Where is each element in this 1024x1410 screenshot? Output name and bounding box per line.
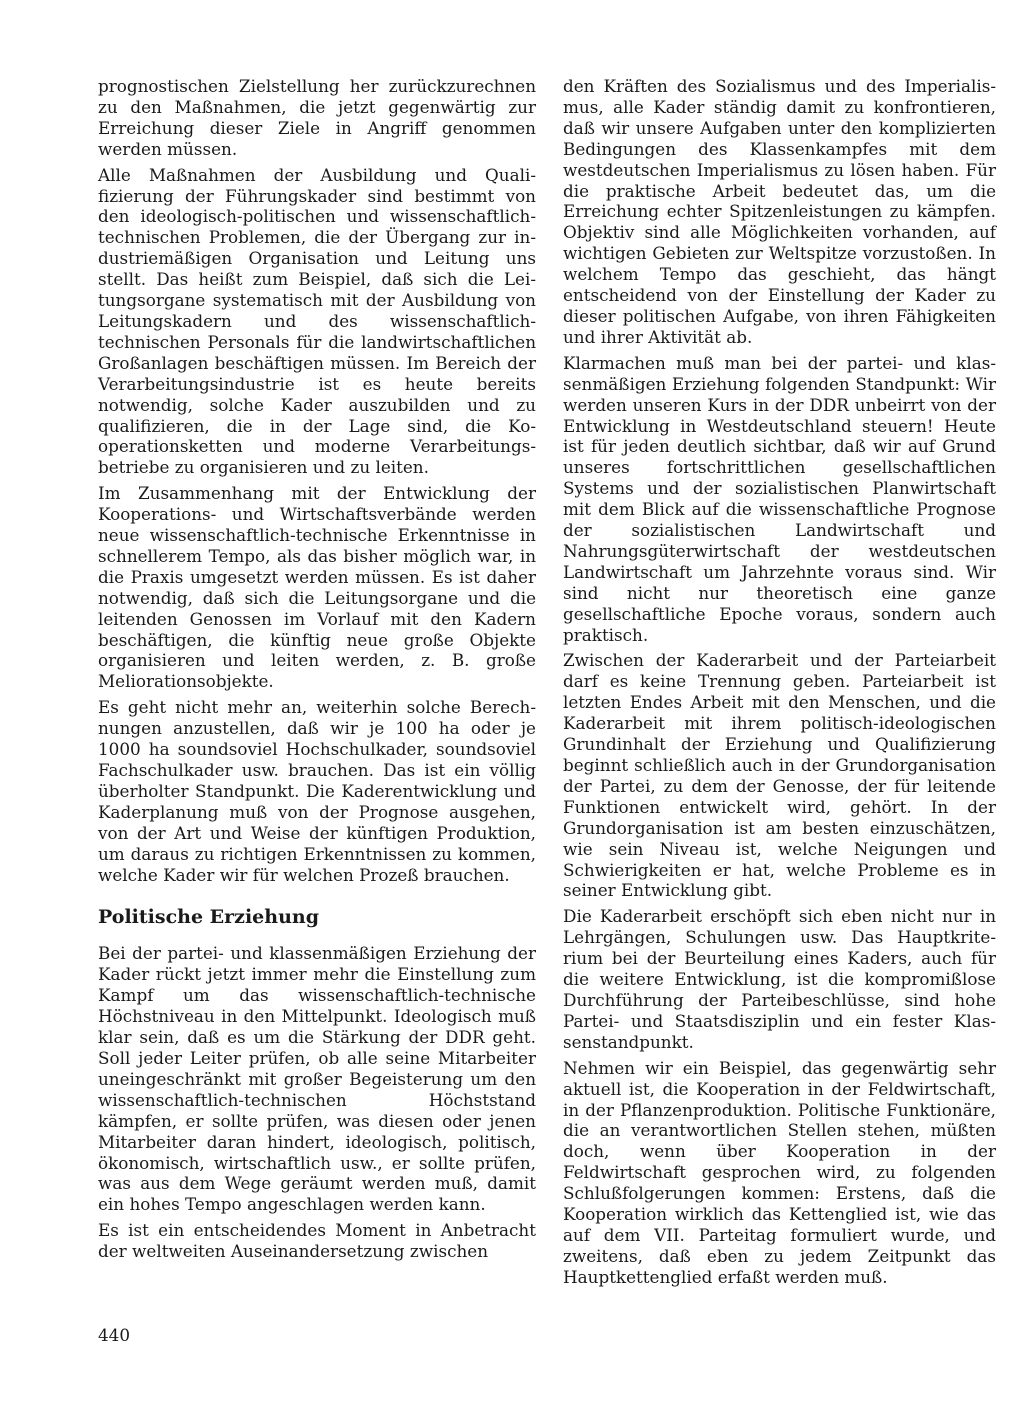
paragraph: den Kräften des Sozialismus und des Imperialismus, alle Kader ständig damit zu konfrontieren, daß wir unsere Aufgaben unter den komplizierten Bedingungen des Klassenkampfes mit dem westdeutschen Imperialismus zu lösen haben. Für die praktische Arbeit bedeutet das, um die Erreichung echter Spitzenleistungen zu kämpfen. Objektiv sind alle Möglichkeiten vorhanden, auf wichtigen Gebieten zur Weltspitze vorzustoßen. In welchem Tempo das geschieht, das hängt entscheidend von der Einstellung der Kader zu dieser politischen Aufgabe, von ihren Fähigkeiten und ihrer Aktivität ab. (563, 76, 996, 347)
paragraph: prognostischen Zielstellung her zurückzurechnen zu den Maßnahmen, die jetzt gegenwärtig zur Erreichung dieser Ziele in Angriff genommen werden müssen. (98, 76, 536, 159)
paragraph: Die Kaderarbeit erschöpft sich eben nicht nur in Lehrgängen, Schulungen usw. Das Hauptkriterium bei der Beurteilung eines Kaders, auch für die weitere Entwicklung, ist die kompromißlose Durchführung der Parteibeschlüsse, sind hohe Partei- und Staatsdisziplin und ein fester Klassenstandpunkt. (563, 906, 996, 1052)
paragraph: Es geht nicht mehr an, weiterhin solche Berechnungen anzustellen, daß wir je 100 ha oder je 1000 ha soundsoviel Hochschulkader, soundsoviel Fachschulkader usw. brauchen. Das ist ein völlig überholter Standpunkt. Die Kaderentwicklung und Kaderplanung muß von der Prognose ausgehen, von der Art und Weise der künftigen Produktion, um daraus zu richtigen Erkenntnissen zu kommen, welche Kader wir für welchen Prozeß brauchen. (98, 697, 536, 885)
left-column (98, 76, 536, 1267)
paragraph: Zwischen der Kaderarbeit und der Parteiarbeit darf es keine Trennung geben. Parteiarbeit ist letzten Endes Arbeit mit den Menschen, und die Kaderarbeit mit ihrem politisch-ideologischen Grundinhalt der Erziehung und Qualifizierung beginnt schließlich auch in der Grundorganisation der Partei, zu dem der Genosse, der für leitende Funktionen entwickelt wird, gehört. In der Grundorganisation ist am besten einzuschätzen, wie sein Niveau ist, welche Neigungen und Schwierigkeiten er hat, welche Probleme es in seiner Entwicklung gibt. (563, 650, 996, 901)
paragraph: Es ist ein entscheidendes Moment in Anbetracht der weltweiten Auseinandersetzung zwischen (98, 1220, 536, 1262)
paragraph: Nehmen wir ein Beispiel, das gegenwärtig sehr aktuell ist, die Kooperation in der Feldwirtschaft, in der Pflanzenproduktion. Politische Funktionäre, die an verantwortlichen Stellen stehen, müßten doch, wenn über Kooperation in der Feldwirtschaft gesprochen wird, zu folgenden Schlußfolgerungen kommen: Erstens, daß die Kooperation wirklich das Kettenglied ist, wie das auf dem VII. Parteitag formuliert wurde, und zweitens, daß eben zu jedem Zeitpunkt das Hauptkettenglied erfaßt werden muß. (563, 1057, 996, 1287)
paragraph: Im Zusammenhang mit der Entwicklung der Kooperations- und Wirtschaftsverbände werden neue wissenschaftlich-technische Erkenntnisse in schnellerem Tempo, als das bisher möglich war, in die Praxis umgesetzt werden müssen. Es ist daher notwendig, daß sich die Leitungsorgane und die leitenden Genossen im Vorlauf mit den Kadern beschäftigen, die künftig neue große Objekte organisieren und leiten werden, z. B. große Meliorationsobjekte. (98, 483, 536, 692)
paragraph: Bei der partei- und klassenmäßigen Erziehung der Kader rückt jetzt immer mehr die Einstellung zum Kampf um das wissenschaftlich-technische Höchstniveau in den Mittelpunkt. Ideologisch muß klar sein, daß es um die Stärkung der DDR geht. Soll jeder Leiter prüfen, ob alle seine Mitarbeiter uneingeschränkt mit großer Begeisterung um den wissenschaftlich-technischen Höchststand kämpfen, er sollte prüfen, was diesen oder jenen Mitarbeiter daran hindert, ideologisch, politisch, ökonomisch, wirtschaftlich usw., er sollte prüfen, was aus dem Wege geräumt werden muß, damit ein hohes Tempo angeschlagen werden kann. (98, 943, 536, 1215)
section-heading: Politische Erziehung (98, 906, 319, 929)
paragraph: Klarmachen muß man bei der partei- und klassenmäßigen Erziehung folgenden Standpunkt: Wir werden unseren Kurs in der DDR unbeirrt von der Entwicklung in Westdeutschland steuern! Heute ist für jeden deutlich sichtbar, daß wir auf Grund unseres fortschrittlichen gesellschaftlichen Systems und der sozialistischen Planwirtschaft mit dem Blick auf die wissenschaftliche Prognose der sozialistischen Landwirtschaft und Nahrungsgüterwirtschaft der westdeutschen Landwirtschaft um Jahrzehnte voraus sind. Wir sind nicht nur theoretisch eine ganze gesellschaftliche Epoche voraus, sondern auch praktisch. (563, 352, 996, 645)
right-column (563, 76, 996, 1293)
paragraph: Alle Maßnahmen der Ausbildung und Qualifizierung der Führungskader sind bestimmt von den ideologisch-politischen und wissenschaftlich-technischen Problemen, die der Übergang zur industriemäßigen Organisation und Leitung uns stellt. Das heißt zum Beispiel, daß sich die Leitungsorgane systematisch mit der Ausbildung von Leitungskadern und des wissenschaftlich-technischen Personals für die landwirtschaftlichen Großanlagen beschäftigen müssen. Im Bereich der Verarbeitungsindustrie ist es heute bereits notwendig, solche Kader auszubilden und zu qualifizieren, die in der Lage sind, die Kooperationsketten und moderne Verarbeitungsbetriebe zu organisieren und zu leiten. (98, 164, 536, 478)
page-number: 440 (98, 1325, 131, 1345)
